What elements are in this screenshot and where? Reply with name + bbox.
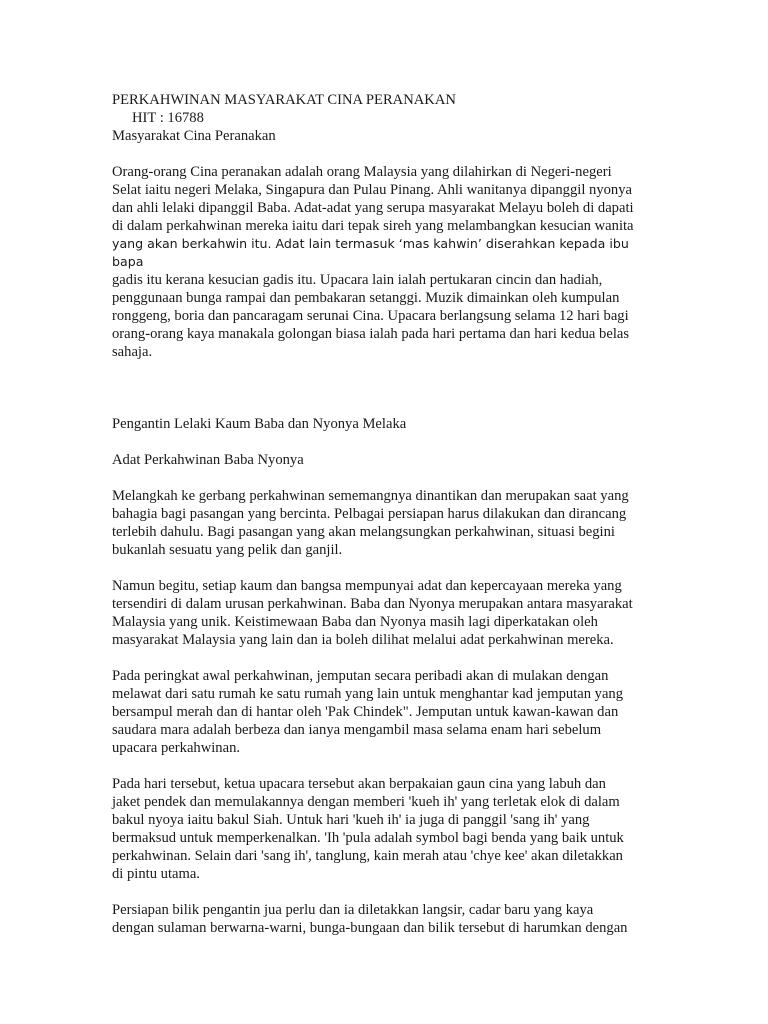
text-line: bakul nyoya iaitu bakul Siah. Untuk hari 'kueh ih' ia juga di panggil 'sang ih' yang — [112, 812, 590, 828]
text-line: gadis itu kerana kesucian gadis itu. Upacara lain ialah pertukaran cincin dan hadiah, — [112, 272, 603, 288]
text-line: melawat dari satu rumah ke satu rumah yang lain untuk menghantar kad jemputan yang — [112, 686, 624, 702]
text-line: Melangkah ke gerbang perkahwinan sememangnya dinantikan dan merupakan saat yang — [112, 488, 629, 504]
text-line: dan ahli lelaki dipanggil Baba. Adat-adat yang serupa masyarakat Melayu boleh di dapati — [112, 200, 634, 216]
text-line: perkahwinan. Selain dari 'sang ih', tanglung, kain merah atau 'chye kee' akan diletakkan — [112, 848, 623, 864]
text-line: Persiapan bilik pengantin jua perlu dan ia diletakkan langsir, cadar baru yang kaya — [112, 902, 594, 918]
paragraph-intro — [112, 163, 652, 361]
text-line: terlebih dahulu. Bagi pasangan yang akan melangsungkan perkahwinan, situasi begini — [112, 524, 615, 540]
document-body — [112, 91, 652, 937]
paragraph — [112, 901, 652, 937]
text-line: yang akan berkahwin itu. Adat lain termasuk ‘mas kahwin’ diserahkan kepada ibu bapa — [112, 236, 629, 269]
paragraph — [112, 487, 652, 559]
text-line: saudara mara adalah berbeza dan ianya mengambil masa selama enam hari sebelum — [112, 722, 602, 738]
text-line: Selat iaitu negeri Melaka, Singapura dan Pulau Pinang. Ahli wanitanya dipanggil nyonya — [112, 182, 632, 198]
hit-counter: HIT : 16788 — [132, 110, 204, 126]
text-line: ronggeng, boria dan pancaragam serunai Cina. Upacara berlangsung selama 12 hari bagi — [112, 308, 629, 324]
text-line: Malaysia yang unik. Keistimewaan Baba dan Nyonya masih lagi diperkatakan oleh — [112, 614, 598, 630]
text-line: di pintu utama. — [112, 866, 200, 882]
text-line: Pada hari tersebut, ketua upacara tersebut akan berpakaian gaun cina yang labuh dan — [112, 776, 606, 792]
text-line: bersampul merah dan di hantar oleh 'Pak Chindek". Jemputan untuk kawan-kawan dan — [112, 704, 619, 720]
text-line: orang-orang kaya manakala golongan biasa ialah pada hari pertama dan hari kedua belas — [112, 326, 630, 342]
text-line: upacara perkahwinan. — [112, 740, 241, 756]
text-line: bermaksud untuk memperkenalkan. 'Ih 'pula adalah symbol bagi benda yang baik untuk — [112, 830, 624, 846]
paragraph — [112, 667, 652, 757]
text-line: bukanlah sesuatu yang pelik dan ganjil. — [112, 542, 343, 558]
section-heading: Pengantin Lelaki Kaum Baba dan Nyonya Melaka — [112, 416, 407, 432]
document-subtitle: Masyarakat Cina Peranakan — [112, 128, 276, 144]
text-line: tersendiri di dalam urusan perkahwinan. Baba dan Nyonya merupakan antara masyarakat — [112, 596, 633, 612]
section-heading: Adat Perkahwinan Baba Nyonya — [112, 452, 304, 468]
text-line: Orang-orang Cina peranakan adalah orang Malaysia yang dilahirkan di Negeri-negeri — [112, 164, 612, 180]
text-line: penggunaan bunga rampai dan pembakaran setanggi. Muzik dimainkan oleh kumpulan — [112, 290, 620, 306]
paragraph — [112, 775, 652, 883]
text-line: sahaja. — [112, 344, 153, 360]
paragraph — [112, 577, 652, 649]
text-line: masyarakat Malaysia yang lain dan ia boleh dilihat melalui adat perkahwinan mereka. — [112, 632, 614, 648]
text-line: dengan sulaman berwarna-warni, bunga-bungaan dan bilik tersebut di harumkan dengan — [112, 920, 628, 936]
text-line: Pada peringkat awal perkahwinan, jemputan secara peribadi akan di mulakan dengan — [112, 668, 609, 684]
text-line: bahagia bagi pasangan yang bercinta. Pelbagai persiapan harus dilakukan dan dirancang — [112, 506, 627, 522]
text-line: Namun begitu, setiap kaum dan bangsa mempunyai adat dan kepercayaan mereka yang — [112, 578, 622, 594]
text-line: di dalam perkahwinan mereka iaitu dari tepak sireh yang melambangkan kesucian wanita — [112, 218, 634, 234]
document-title: PERKAHWINAN MASYARAKAT CINA PERANAKAN — [112, 92, 456, 108]
text-line: jaket pendek dan memulakannya dengan memberi 'kueh ih' yang terletak elok di dalam — [112, 794, 620, 810]
